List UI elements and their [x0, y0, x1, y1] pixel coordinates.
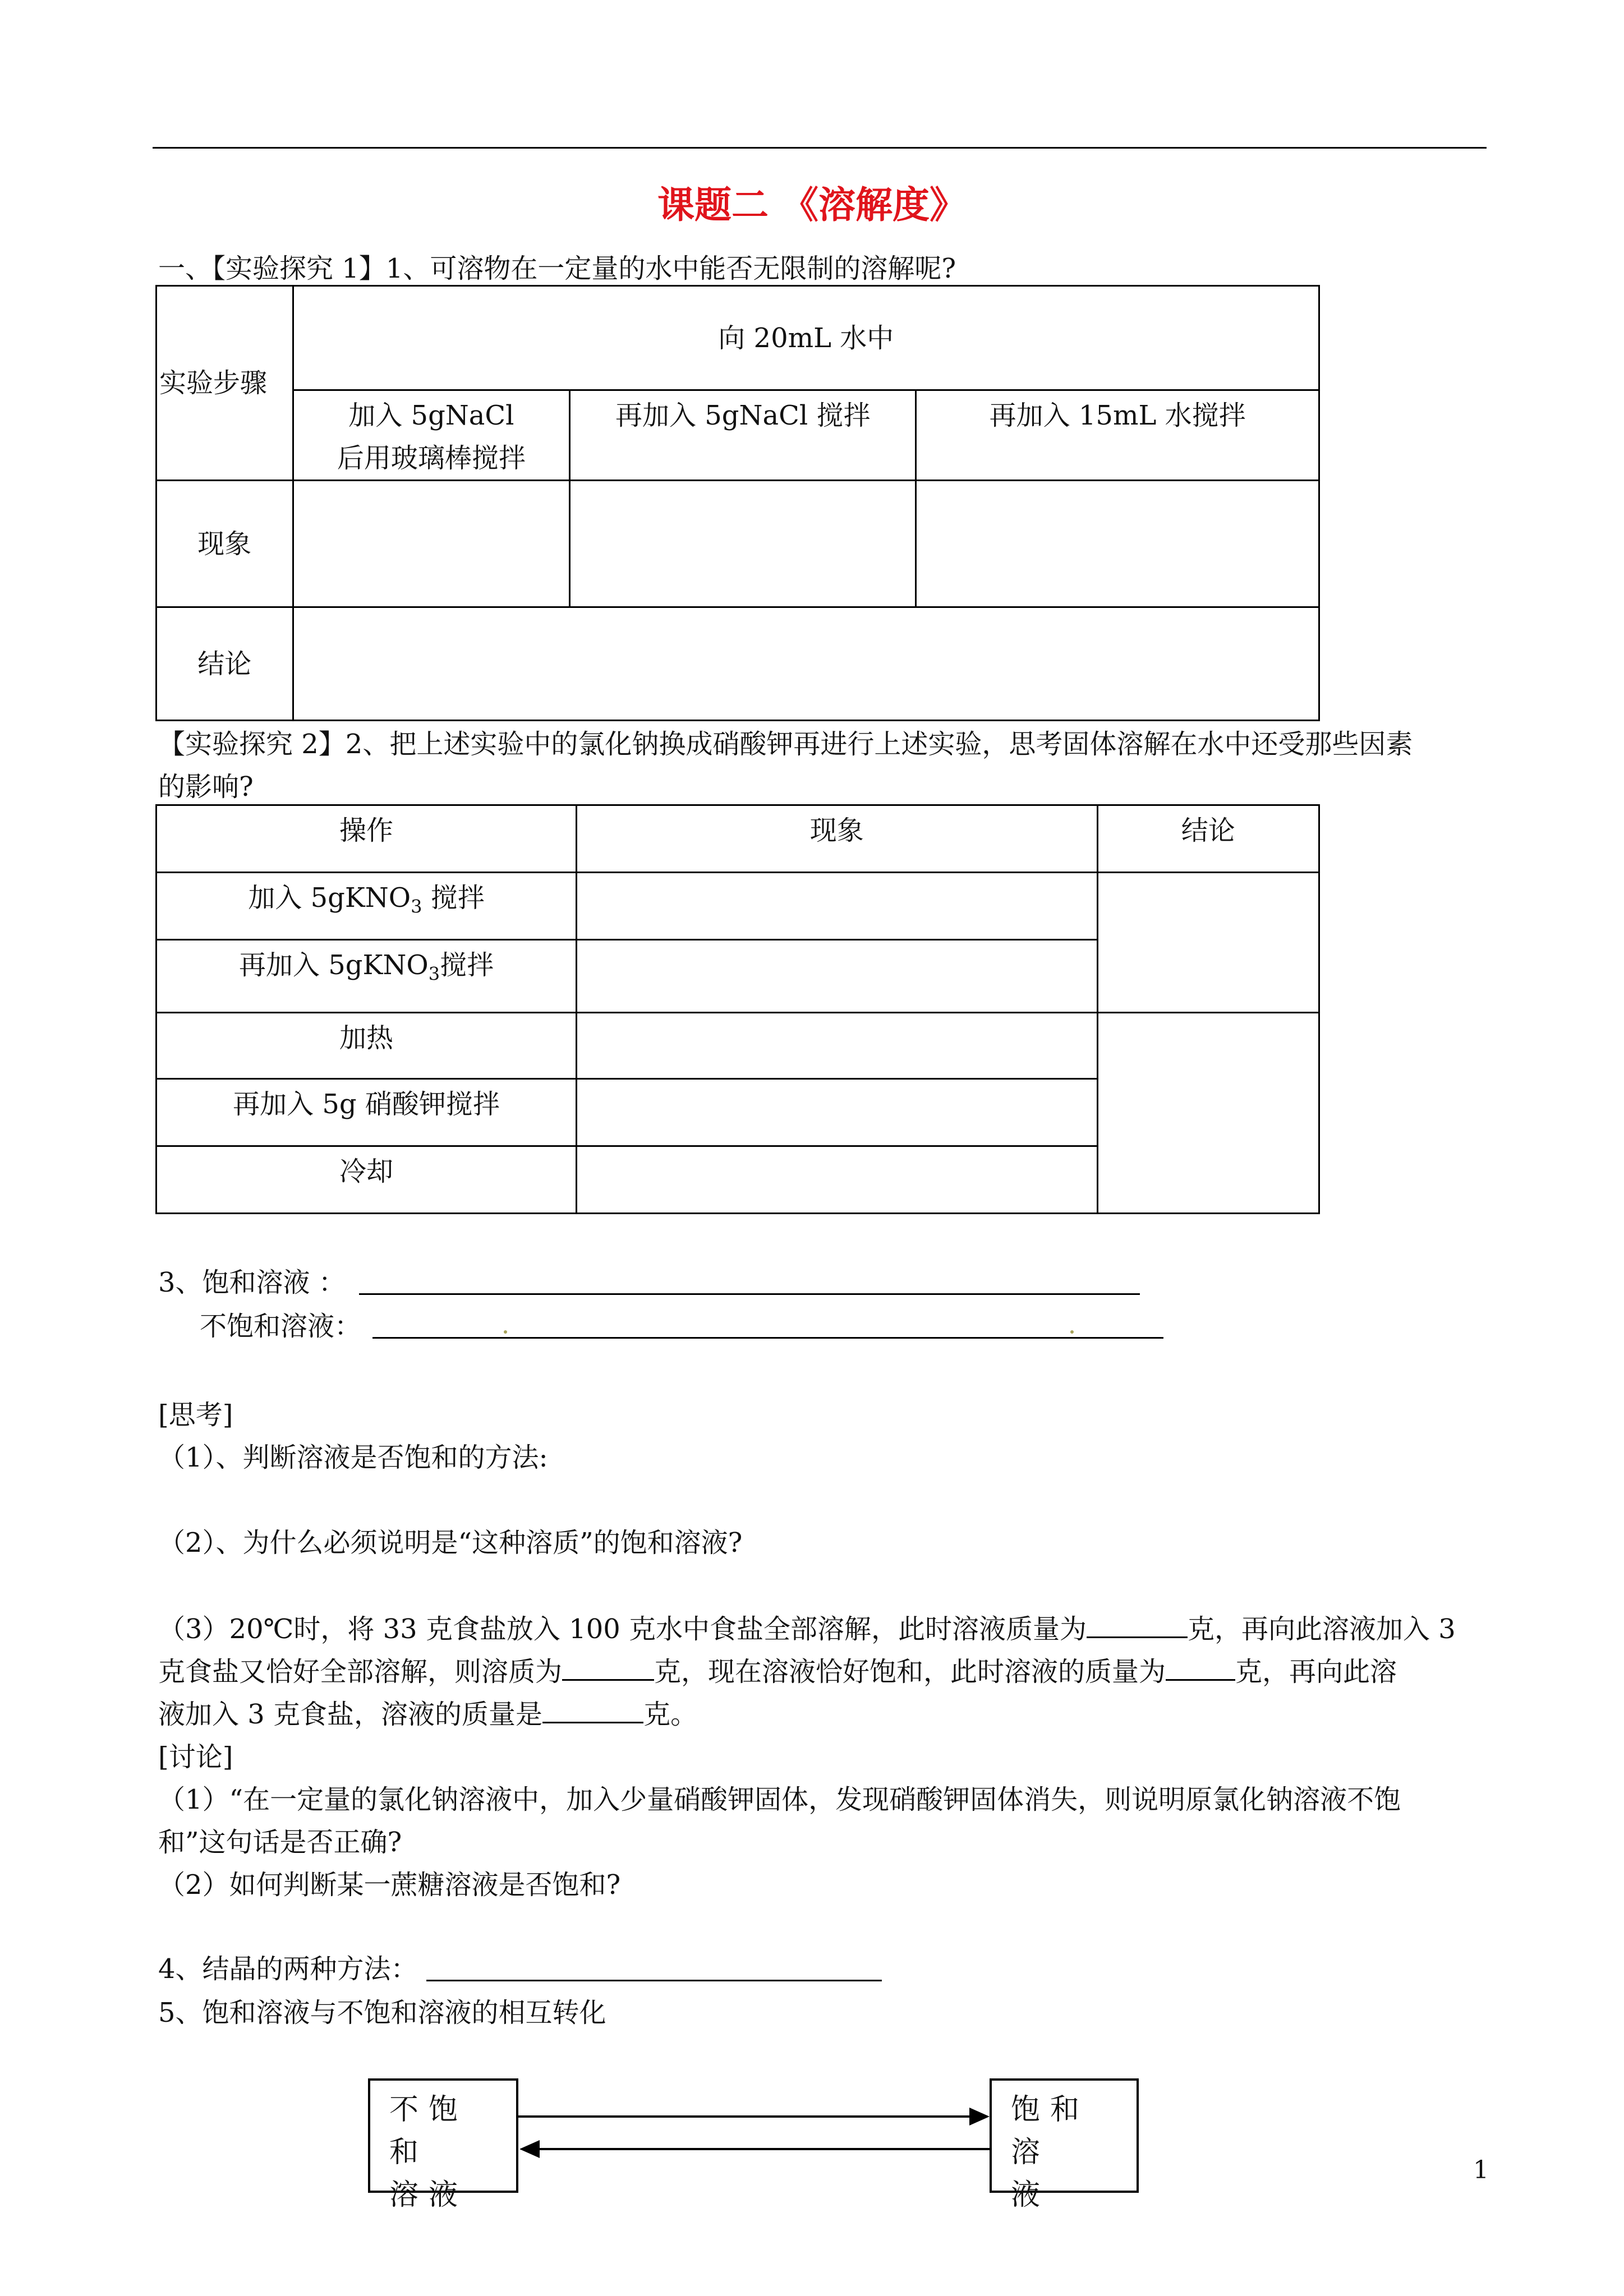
think-q3-line2: 克食盐又恰好全部溶解，则溶质为 克，现在溶液恰好饱和，此时溶液的质量为 克，再向此溶 — [158, 1656, 1397, 1688]
think-q2: （2）、为什么必须说明是“这种溶质”的饱和溶液? — [158, 1527, 743, 1559]
arrow-left-shaft — [539, 2148, 990, 2150]
conclusion-group-2[interactable] — [1097, 1013, 1319, 1214]
col-operation: 操作 — [157, 805, 577, 873]
section5-heading: 5、饱和溶液与不饱和溶液的相互转化 — [158, 1997, 606, 2028]
saturated-box: 饱和溶 液 — [990, 2078, 1139, 2193]
q3-blank-1[interactable] — [1087, 1614, 1188, 1638]
arrow-right-shaft — [518, 2115, 970, 2118]
step-1-cell — [293, 390, 570, 481]
obs-row-5[interactable] — [577, 1146, 1098, 1214]
discuss-q2: （2）如何判断某一蔗糖溶液是否饱和? — [158, 1869, 621, 1901]
row-label-phenomenon: 现象 — [157, 481, 293, 607]
section2-heading-line1: 【实验探究 2】2、把上述实验中的氯化钠换成硝酸钾再进行上述实验，思考固体溶解在水中还受那些因素 — [158, 729, 1413, 760]
experiment2-table — [155, 804, 1320, 1214]
discuss-label: [讨论] — [158, 1741, 233, 1773]
section2-heading-line2: 的影响? — [158, 771, 254, 803]
table1-header: 向 20mL 水中 — [293, 286, 1319, 390]
op-row-2: 再加入 5gKNO$_3$搅拌 — [157, 940, 577, 1013]
arrow-left-head-icon — [519, 2140, 540, 2158]
op-row-4: 再加入 5g 硝酸钾搅拌 — [157, 1079, 577, 1146]
phenomenon-2-cell[interactable] — [570, 481, 916, 607]
think-q1: （1）、判断溶液是否饱和的方法: — [158, 1442, 548, 1473]
q3-blank-3[interactable] — [1166, 1657, 1235, 1681]
phenomenon-3-cell[interactable] — [916, 481, 1319, 607]
obs-row-3[interactable] — [577, 1013, 1098, 1079]
conclusion-group-1[interactable] — [1097, 873, 1319, 1013]
arrow-right-head-icon — [969, 2108, 990, 2126]
step-2-cell: 再加入 5gNaCl 搅拌 — [570, 390, 916, 481]
speck-mark — [504, 1330, 507, 1334]
speck-mark — [1070, 1330, 1074, 1334]
obs-row-4[interactable] — [577, 1079, 1098, 1146]
think-q3-line1: （3）20℃时，将 33 克食盐放入 100 克水中食盐全部溶解，此时溶液质量为 克，再向此溶液加入 3 — [158, 1613, 1456, 1645]
row-label-steps: 实验步骤 — [157, 286, 293, 481]
discuss-q1-line1: （1）“在一定量的氯化钠溶液中，加入少量硝酸钾固体，发现硝酸钾固体消失，则说明原氯化钠溶液不饱 — [158, 1784, 1401, 1815]
section1-heading: 一、【实验探究 1】1、可溶物在一定量的水中能否无限制的溶解呢? — [158, 253, 956, 284]
phenomenon-1-cell[interactable] — [293, 481, 570, 607]
saturated-label: 3、饱和溶液 ： — [158, 1267, 346, 1298]
col-conclusion: 结论 — [1097, 805, 1319, 873]
page-title: 课题二 《溶解度》 — [657, 183, 967, 227]
think-label: [思考] — [158, 1399, 233, 1431]
saturated-blank[interactable] — [359, 1293, 1140, 1295]
step-1-text: 加入 5gNaCl 后用玻璃棒搅拌 — [337, 400, 526, 474]
conclusion-cell[interactable] — [293, 607, 1319, 721]
unsaturated-box: 不饱和 溶液 — [368, 2078, 518, 2193]
row-label-conclusion: 结论 — [157, 607, 293, 721]
op-row-3: 加热 — [157, 1013, 577, 1079]
col-phenomenon: 现象 — [577, 805, 1098, 873]
discuss-q1-line2: 和”这句话是否正确? — [158, 1827, 402, 1858]
step-3-cell: 再加入 15mL 水搅拌 — [916, 390, 1319, 481]
op-row-1: 加入 5gKNO$_3$ 搅拌 — [157, 873, 577, 940]
experiment1-table — [155, 285, 1320, 721]
op-row-5: 冷却 — [157, 1146, 577, 1214]
obs-row-2[interactable] — [577, 940, 1098, 1013]
crystallization-blank[interactable] — [426, 1980, 882, 1981]
page-number: 1 — [1473, 2156, 1489, 2184]
q3-blank-4[interactable] — [542, 1699, 643, 1723]
top-rule — [153, 147, 1487, 149]
crystallization-label: 4、结晶的两种方法： — [158, 1953, 418, 1985]
think-q3-line3: 液加入 3 克食盐，溶液的质量是 克。 — [158, 1699, 698, 1730]
unsaturated-label: 不饱和溶液： — [200, 1311, 362, 1342]
unsaturated-blank[interactable] — [372, 1337, 1163, 1339]
q3-blank-2[interactable] — [562, 1657, 654, 1681]
obs-row-1[interactable] — [577, 873, 1098, 940]
